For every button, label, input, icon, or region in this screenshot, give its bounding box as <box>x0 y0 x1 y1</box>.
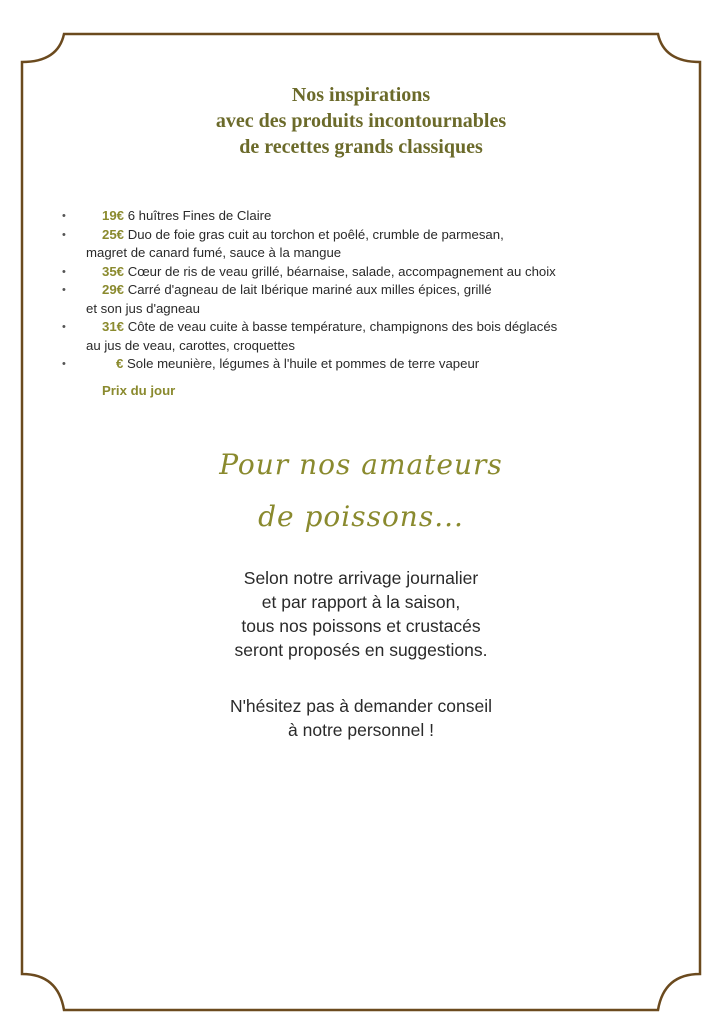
item-price: 31€ <box>102 319 125 334</box>
item-description: Côte de veau cuite à basse température, champignons des bois déglacés <box>127 319 558 334</box>
item-price: 35€ <box>102 263 125 279</box>
item-price: 25€ <box>102 226 125 242</box>
paragraph-line: tous nos poissons et crustacés <box>241 616 481 636</box>
item-description: Carré d'agneau de lait Ibérique mariné aux milles épices, grillé <box>127 282 492 297</box>
menu-item <box>60 207 640 226</box>
item-description-cont: magret de canard fumé, sauce à la mangue <box>86 245 342 260</box>
fish-paragraph-2 <box>0 694 722 742</box>
paragraph-line: et par rapport à la saison, <box>261 592 461 612</box>
item-description: Sole meunière, légumes à l'huile et pommes de terre vapeur <box>127 356 480 371</box>
bullet: • <box>62 358 66 370</box>
heading-line-2: avec des produits incontournables <box>215 110 507 132</box>
fish-title-line-1: Pour nos amateurs <box>219 448 503 481</box>
fish-title-line-2: de poissons... <box>258 500 464 533</box>
bullet: • <box>62 210 66 222</box>
paragraph-line: à notre personnel ! <box>288 720 434 740</box>
item-description: Cœur de ris de veau grillé, béarnaise, salade, accompagnement au choix <box>127 263 556 279</box>
item-price: 19€ <box>102 208 125 223</box>
menu-item <box>60 263 640 282</box>
fish-paragraph-1 <box>0 566 722 662</box>
bullet: • <box>62 228 66 241</box>
menu-item <box>60 318 640 355</box>
menu-item <box>60 281 640 318</box>
paragraph-line: seront proposés en suggestions. <box>234 640 488 660</box>
paragraph-line: N'hésitez pas à demander conseil <box>229 696 493 716</box>
bullet: • <box>62 321 66 333</box>
heading-line-1: Nos inspirations <box>291 84 431 106</box>
item-description-cont: et son jus d'agneau <box>86 300 200 316</box>
item-price: 29€ <box>102 282 125 297</box>
paragraph-line: Selon notre arrivage journalier <box>243 568 479 588</box>
item-description: 6 huîtres Fines de Claire <box>127 208 272 223</box>
item-price: € <box>116 356 124 371</box>
menu-item <box>60 226 640 263</box>
bullet: • <box>62 265 66 278</box>
heading-line-3: de recettes grands classiques <box>239 136 483 158</box>
menu-item <box>60 355 640 374</box>
prix-du-jour-label: Prix du jour <box>102 383 176 398</box>
item-description-cont: au jus de veau, carottes, croquettes <box>86 337 295 353</box>
page-heading <box>0 82 722 160</box>
item-description: Duo de foie gras cuit au torchon et poêlé, crumble de parmesan, <box>127 226 504 242</box>
menu-list <box>60 207 640 374</box>
bullet: • <box>62 284 66 296</box>
